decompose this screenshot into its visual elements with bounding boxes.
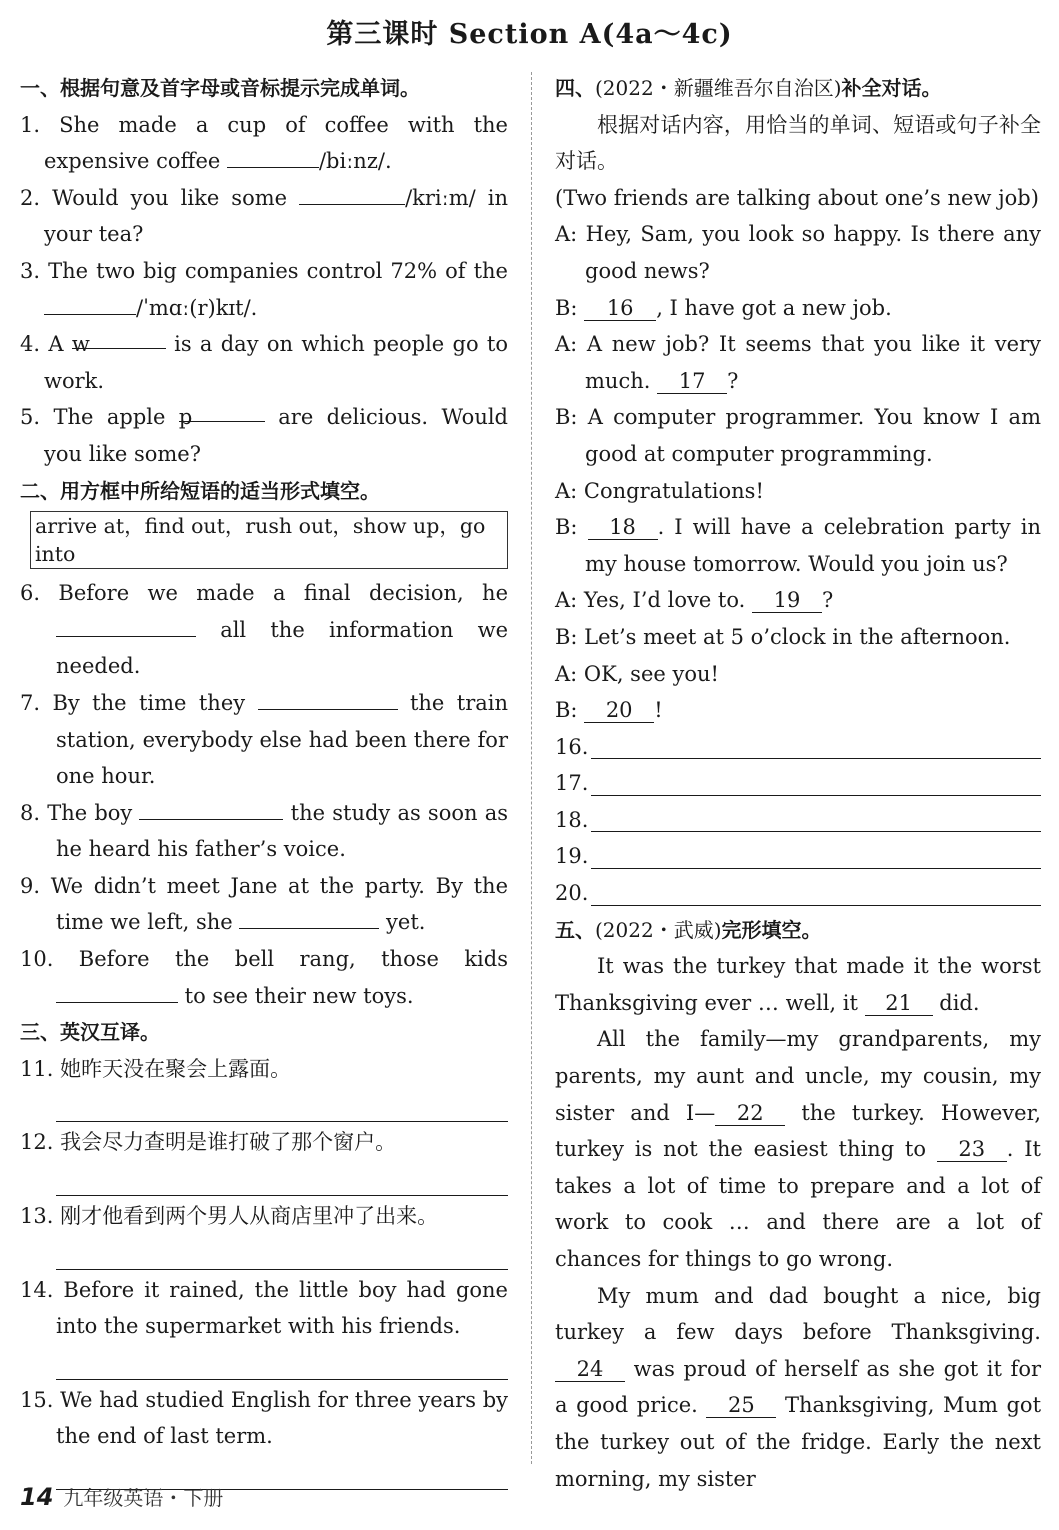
answer-blank[interactable]	[44, 292, 136, 315]
page-footer	[20, 1482, 223, 1511]
answer-line-19: 19.	[555, 838, 1041, 875]
section-4-heading: 四、(2022・新疆维吾尔自治区)补全对话。	[555, 76, 942, 100]
answer-blank[interactable]	[299, 182, 405, 205]
dialogue-line: B: Let’s meet at 5 o’clock in the afternoon.	[555, 624, 1011, 649]
source-note: (2022・新疆维吾尔自治区)	[595, 76, 842, 100]
dialogue-line: B: 20 !	[555, 698, 663, 723]
numbered-blank-21[interactable]: 21	[865, 991, 933, 1016]
answer-blank[interactable]	[56, 980, 178, 1003]
answer-input[interactable]	[591, 767, 1041, 796]
dialogue-line: B: A computer programmer. You know I am good at computer programming.	[555, 405, 1041, 466]
answer-line[interactable]	[56, 1087, 508, 1122]
answer-line-18: 18.	[555, 802, 1041, 839]
section-3-heading: 三、英汉互译。	[20, 1020, 160, 1045]
dialogue-line: A: OK, see you!	[555, 661, 719, 686]
answer-blank-with-letter[interactable]: p	[179, 399, 265, 422]
numbered-blank-20[interactable]: 20	[584, 698, 654, 723]
answer-blank-with-letter[interactable]: w	[72, 326, 166, 349]
phrase-box: arrive at，find out，rush out，show up，go into	[30, 511, 508, 569]
answer-blank[interactable]	[56, 614, 196, 637]
numbered-blank-22[interactable]: 22	[715, 1101, 785, 1126]
question-1: 1. She made a cup of coffee with the expensive coffee /biːnz/.	[20, 112, 508, 174]
question-10: 10. Before the bell rang, those kids to see their new toys.	[20, 947, 508, 1008]
dialogue-line: A: Hey, Sam, you look so happy. Is there any good news?	[555, 222, 1041, 283]
right-column	[555, 70, 1041, 1497]
book-title: 九年级英语・下册	[63, 1486, 224, 1510]
left-column	[20, 70, 508, 1492]
cloze-paragraph-1: It was the turkey that made it the worst Thanksgiving ever … well, it 21 did.	[555, 954, 1041, 1015]
question-3: 3. The two big companies control 72% of the /ˈmɑː(r)kɪt/.	[20, 258, 508, 320]
page-title: 第三课时 Section A(4a～4c)	[326, 19, 733, 50]
answer-line-20: 20.	[555, 875, 1041, 912]
question-5: 5. The apple p are delicious. Would you like some?	[20, 399, 508, 472]
question-15: 15. We had studied English for three years by the end of last term.	[20, 1387, 508, 1449]
answer-blank[interactable]	[139, 797, 283, 820]
cloze-paragraph-2: All the family—my grandparents, my parents, my aunt and uncle, my cousin, my sister and I— 22 the turkey. However, turkey is not the easiest thing to 23 . It takes a lot of time to prepare and a lot of work to cook … and there are a lot of chances for things to go wrong.	[555, 1027, 1041, 1271]
answer-line-17: 17.	[555, 765, 1041, 802]
page-number: 14	[20, 1483, 54, 1511]
column-divider	[531, 72, 532, 1464]
section-1-heading: 一、根据句意及首字母或音标提示完成单词。	[20, 76, 420, 100]
answer-blank[interactable]	[239, 906, 379, 929]
dialogue-line: A: A new job? It seems that you like it very much. 17 ?	[555, 332, 1041, 393]
question-2: 2. Would you like some /kriːm/ in your tea?	[20, 180, 508, 253]
answer-blank[interactable]	[227, 145, 319, 168]
numbered-blank-18[interactable]: 18	[588, 515, 658, 540]
question-9: 9. We didn’t meet Jane at the party. By the time we left, she yet.	[20, 873, 508, 935]
numbered-blank-23[interactable]: 23	[937, 1137, 1007, 1162]
numbered-blank-17[interactable]: 17	[657, 369, 727, 394]
question-14: 14. Before it rained, the little boy had gone into the supermarket with his friends.	[20, 1277, 508, 1339]
dialogue-situation: (Two friends are talking about one’s new job)	[555, 185, 1039, 210]
answer-input[interactable]	[591, 730, 1041, 759]
section-5-heading: 五、(2022・武威)完形填空。	[555, 917, 822, 942]
numbered-blank-19[interactable]: 19	[752, 588, 822, 613]
dialogue-line: A: Yes, I’d love to. 19 ?	[555, 588, 834, 613]
question-6: 6. Before we made a final decision, he all the information we needed.	[20, 581, 508, 679]
answer-input[interactable]	[591, 877, 1041, 906]
numbered-blank-16[interactable]: 16	[584, 296, 656, 321]
answer-line[interactable]	[56, 1345, 508, 1380]
section-2-heading: 二、用方框中所给短语的适当形式填空。	[20, 478, 380, 503]
answer-input[interactable]	[591, 840, 1041, 869]
numbered-blank-24[interactable]: 24	[555, 1357, 625, 1382]
numbered-blank-25[interactable]: 25	[706, 1393, 776, 1418]
source-note: (2022・武威)	[595, 917, 722, 942]
answer-input[interactable]	[591, 803, 1041, 832]
question-12: 12. 我会尽力查明是谁打破了那个窗户。	[20, 1130, 397, 1155]
dialogue-line: B: 18 . I will have a celebration party in my house tomorrow. Would you join us?	[555, 515, 1042, 576]
question-11: 11. 她昨天没在聚会上露面。	[20, 1056, 292, 1081]
cloze-paragraph-3: My mum and dad bought a nice, big turkey a few days before Thanksgiving. 24 was proud of herself as she got it for a good price. 25 Thanksgiving, Mum got the turkey out of the fridge. Early the next morning, my sister	[555, 1283, 1042, 1491]
answer-line-16: 16.	[555, 729, 1041, 766]
dialogue-line: B: 16 , I have got a new job.	[555, 295, 892, 320]
question-8: 8. The boy the study as soon as he heard his father’s voice.	[20, 795, 508, 868]
dialogue-line: A: Congratulations!	[555, 478, 764, 503]
question-7: 7. By the time they the train station, everybody else had been there for one hour.	[20, 685, 508, 795]
answer-blank[interactable]	[258, 687, 398, 710]
answer-line[interactable]	[56, 1161, 508, 1196]
section-4-instructions: 根据对话内容，用恰当的单词、短语或句子补全对话。	[555, 112, 1041, 174]
question-13: 13. 刚才他看到两个男人从商店里冲了出来。	[20, 1204, 439, 1229]
question-4: 4. A w is a day on which people go to work.	[20, 326, 508, 399]
answer-line[interactable]	[56, 1235, 508, 1270]
